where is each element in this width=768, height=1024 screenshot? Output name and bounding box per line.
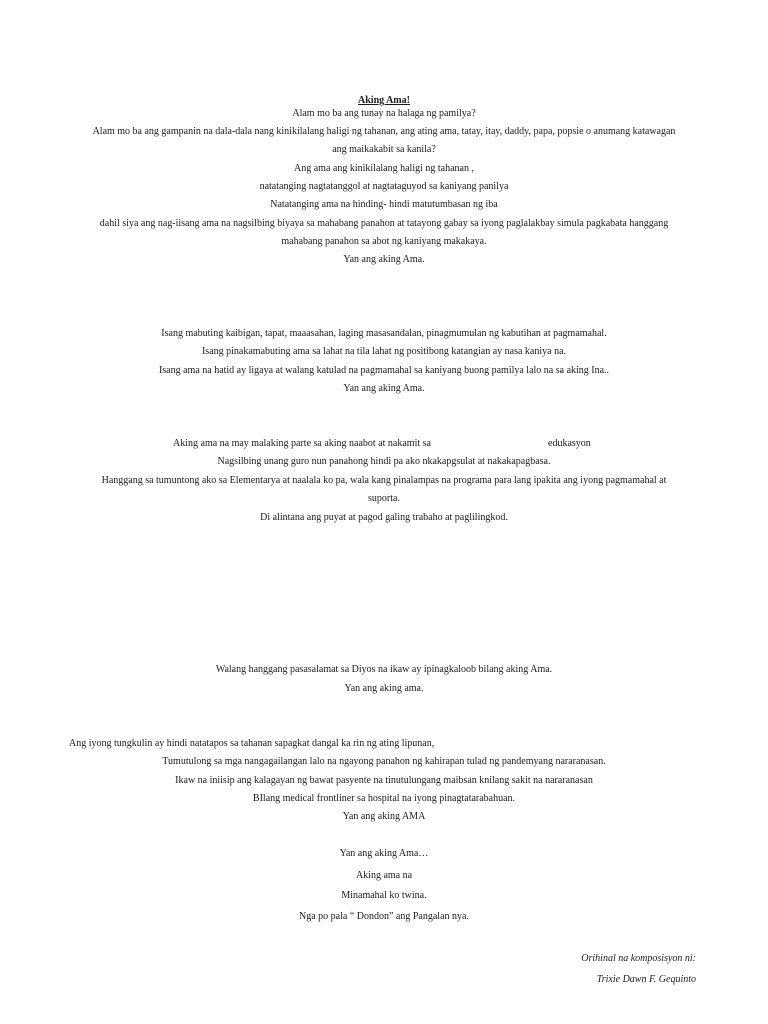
stanza3-line-5: Di alintana ang puyat at pagod galing trabaho at paglilingkod. (260, 512, 508, 523)
stanza5-line-2: Tumutulong sa mga nangagailangan lalo na ngayong panahon ng kahirapan tulad ng pandemyang nararanasan. (162, 756, 606, 767)
stanza5-line-3: Ikaw na iniisip ang kalagayan ng bawat pasyente na tinutulungang maibsan knilang sakit na nararanasan (175, 775, 593, 786)
stanza1-line-5: natatanging nagtatanggol at nagtataguyod sa kaniyang panilya (259, 181, 509, 192)
stanza4-line-1: Walang hanggang pasasalamat sa Diyos na ikaw ay ipinagkaloob bilang aking Ama. (215, 664, 553, 675)
stanza2-line-1: Isang mabuting kaibigan, tapat, maaasahan, laging masasandalan, pinagmumulan ng kabutihan at pagmamahal. (161, 328, 607, 339)
stanza1-line-2: Alam mo ba ang gampanin na dala-dala nang kinikilalang haligi ng tahanan, ang ating ama, tatay, itay, daddy, papa, popsie o anumang katawagan (92, 126, 676, 137)
stanza4-line-2: Yan ang aking ama. (344, 683, 424, 694)
stanza1-line-9: Yan ang aking Ama. (343, 254, 425, 265)
stanza6-line-4: Nga po pala “ Dondon” ang Pangalan nya. (299, 911, 469, 922)
stanza2-line-3: Isang ama na hatid ay ligaya at walang katulad na pagmamahal sa kaniyang buong pamilya lalo na sa aking Ina.. (158, 365, 610, 376)
stanza5-line-1: Ang iyong tungkulin ay hindi natatapos sa tahanan sapagkat dangal ka rin ng ating lipunan, (69, 738, 435, 749)
stanza5-line-4: BIlang medical frontliner sa hospital na iyong pinagtatarabahuan. (252, 793, 516, 804)
stanza1-line-8: mahabang panahon sa abot ng kaniyang makakaya. (281, 236, 487, 247)
stanza3-line-4: suporta. (368, 493, 400, 504)
credit-author: Trixie Dawn F. Gequinto (596, 974, 696, 985)
stanza3-line-3: Hanggang sa tumuntong ako sa Elementarya at naalala ko pa, wala kang pinalampas na programa para lang ipakita ang iyong pagmamahal at (101, 475, 667, 486)
stanza5-line-5: Yan ang aking AMA (342, 811, 426, 822)
stanza2-line-4: Yan ang aking Ama. (343, 383, 425, 394)
stanza6-line-2: Aking ama na (355, 870, 413, 881)
poem-title: Aking Ama! (358, 95, 410, 106)
stanza3-line-1-right: edukasyon (548, 438, 591, 449)
stanza1-line-6: Natatanging ama na hinding- hindi matutumbasan ng iba (270, 199, 498, 210)
stanza3-line-2: Nagsilbing unang guro nun panahong hindi pa ako nkakapgsulat at nakakapagbasa. (217, 456, 551, 467)
stanza1-line-4: Ang ama ang kinikilalang haligi ng tahanan , (294, 163, 474, 174)
credit-label: Orihinal na komposisyon ni: (581, 953, 696, 964)
stanza2-line-2: Isang pinakamabuting ama sa lahat na tila lahat ng positibong katangian ay nasa kaniya na. (201, 346, 567, 357)
stanza1-line-3: ang maikakabit sa kanila? (332, 144, 436, 155)
stanza3-line-1-left: Aking ama na may malaking parte sa aking naabot at nakamit sa (173, 438, 431, 449)
stanza6-line-3: Minamahal ko twina. (341, 890, 427, 901)
stanza1-line-1: Alam mo ba ang tunay na halaga ng pamilya? (292, 108, 476, 119)
stanza1-line-7: dahil siya ang nag-iisang ama na nagsilbing biyaya sa mahabang panahon at tatayong gabay sa iyong paglalakbay simula pagkabata hanggang (99, 218, 669, 229)
stanza6-line-1: Yan ang aking Ama… (339, 848, 429, 859)
